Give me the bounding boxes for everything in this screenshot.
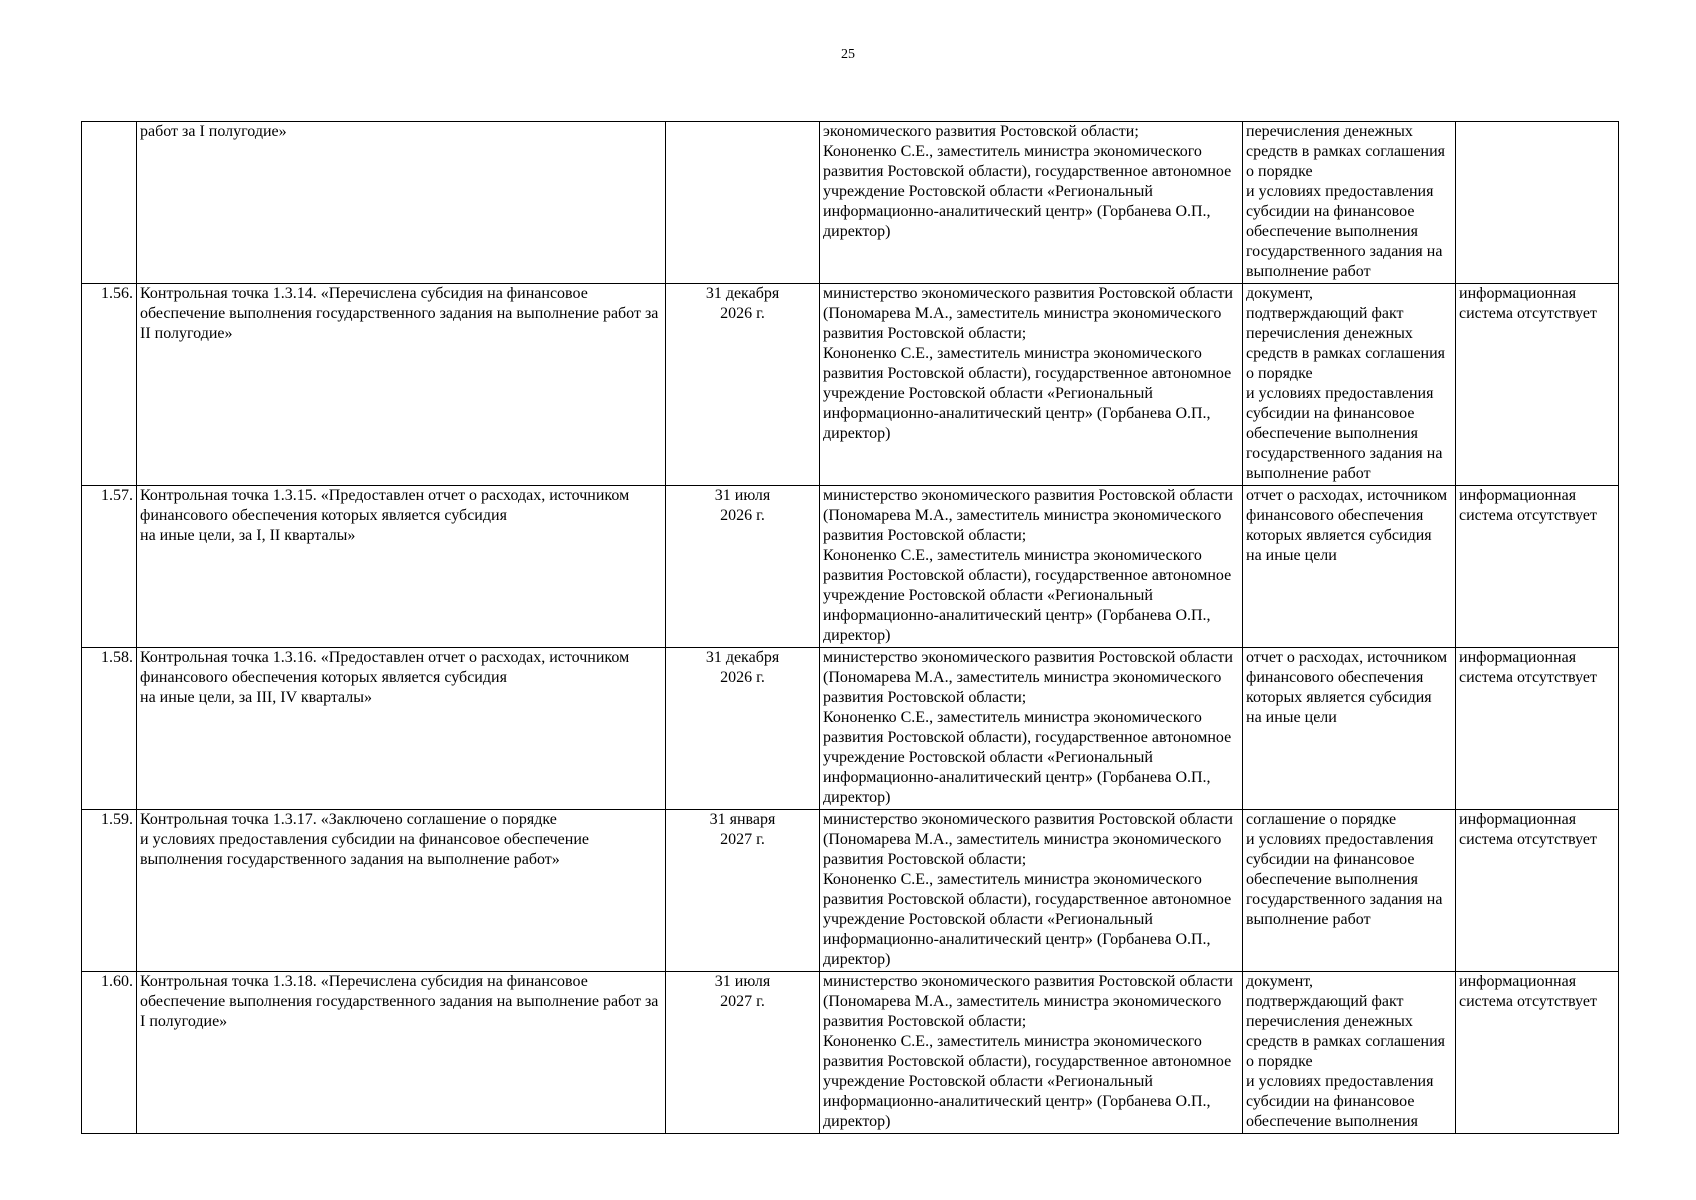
event-cell: Контрольная точка 1.3.16. «Предоставлен отчет о расходах, источником финансового обеспечения которых является субсидия на иные цели, за III, IV кварталы»: [137, 648, 666, 810]
table-row: [82, 648, 1619, 810]
information-system-cell: [1456, 122, 1619, 284]
document-cell: перечисления денежных средств в рамках соглашения о порядке и условиях предоставления субсидии на финансовое обеспечение выполнения государственного задания на выполнение работ: [1243, 122, 1456, 284]
information-system-cell: информационная система отсутствует: [1456, 486, 1619, 648]
deadline-cell: 31 декабря 2026 г.: [666, 648, 820, 810]
deadline-cell: 31 июля 2026 г.: [666, 486, 820, 648]
table-row: [82, 972, 1619, 1134]
event-cell: Контрольная точка 1.3.17. «Заключено соглашение о порядке и условиях предоставления субсидии на финансовое обеспечение выполнения государственного задания на выполнение работ»: [137, 810, 666, 972]
table-row: [82, 122, 1619, 284]
row-number-cell: 1.56.: [82, 284, 137, 486]
deadline-cell: [666, 122, 820, 284]
document-cell: отчет о расходах, источником финансового обеспечения которых является субсидия на иные цели: [1243, 648, 1456, 810]
page-number: 25: [841, 47, 855, 62]
document-cell: документ, подтверждающий факт перечисления денежных средств в рамках соглашения о порядке и условиях предоставления субсидии на финансовое обеспечение выполнения государственного задания на выполнение работ: [1243, 284, 1456, 486]
information-system-cell: информационная система отсутствует: [1456, 972, 1619, 1134]
row-number-cell: 1.58.: [82, 648, 137, 810]
table-row: [82, 810, 1619, 972]
responsible-cell: экономического развития Ростовской области; Кононенко С.Е., заместитель министра экономического развития Ростовской области), государственное автономное учреждение Ростовской области «Региональный информационно-аналитический центр» (Горбанева О.П., директор): [820, 122, 1243, 284]
information-system-cell: информационная система отсутствует: [1456, 648, 1619, 810]
row-number-cell: 1.57.: [82, 486, 137, 648]
document-cell: отчет о расходах, источником финансового обеспечения которых является субсидия на иные цели: [1243, 486, 1456, 648]
deadline-cell: 31 декабря 2026 г.: [666, 284, 820, 486]
responsible-cell: министерство экономического развития Ростовской области (Пономарева М.А., заместитель министра экономического развития Ростовской области; Кононенко С.Е., заместитель министра экономического развития Ростовской области), государственное автономное учреждение Ростовской области «Региональный информационно-аналитический центр» (Горбанева О.П., директор): [820, 648, 1243, 810]
document-cell: документ, подтверждающий факт перечисления денежных средств в рамках соглашения о порядке и условиях предоставления субсидии на финансовое обеспечение выполнения: [1243, 972, 1456, 1134]
responsible-cell: министерство экономического развития Ростовской области (Пономарева М.А., заместитель министра экономического развития Ростовской области; Кононенко С.Е., заместитель министра экономического развития Ростовской области), государственное автономное учреждение Ростовской области «Региональный информационно-аналитический центр» (Горбанева О.П., директор): [820, 972, 1243, 1134]
row-number-cell: [82, 122, 137, 284]
document-cell: соглашение о порядке и условиях предоставления субсидии на финансовое обеспечение выполнения государственного задания на выполнение работ: [1243, 810, 1456, 972]
event-cell: Контрольная точка 1.3.18. «Перечислена субсидия на финансовое обеспечение выполнения государственного задания на выполнение работ за I полугодие»: [137, 972, 666, 1134]
information-system-cell: информационная система отсутствует: [1456, 284, 1619, 486]
event-cell: Контрольная точка 1.3.15. «Предоставлен отчет о расходах, источником финансового обеспечения которых является субсидия на иные цели, за I, II кварталы»: [137, 486, 666, 648]
table-row: [82, 284, 1619, 486]
implementation-plan-table: [81, 121, 1619, 1134]
row-number-cell: 1.59.: [82, 810, 137, 972]
event-cell: Контрольная точка 1.3.14. «Перечислена субсидия на финансовое обеспечение выполнения государственного задания на выполнение работ за II полугодие»: [137, 284, 666, 486]
responsible-cell: министерство экономического развития Ростовской области (Пономарева М.А., заместитель министра экономического развития Ростовской области; Кононенко С.Е., заместитель министра экономического развития Ростовской области), государственное автономное учреждение Ростовской области «Региональный информационно-аналитический центр» (Горбанева О.П., директор): [820, 810, 1243, 972]
responsible-cell: министерство экономического развития Ростовской области (Пономарева М.А., заместитель министра экономического развития Ростовской области; Кононенко С.Е., заместитель министра экономического развития Ростовской области), государственное автономное учреждение Ростовской области «Региональный информационно-аналитический центр» (Горбанева О.П., директор): [820, 486, 1243, 648]
table-row: [82, 486, 1619, 648]
row-number-cell: 1.60.: [82, 972, 137, 1134]
deadline-cell: 31 января 2027 г.: [666, 810, 820, 972]
responsible-cell: министерство экономического развития Ростовской области (Пономарева М.А., заместитель министра экономического развития Ростовской области; Кононенко С.Е., заместитель министра экономического развития Ростовской области), государственное автономное учреждение Ростовской области «Региональный информационно-аналитический центр» (Горбанева О.П., директор): [820, 284, 1243, 486]
deadline-cell: 31 июля 2027 г.: [666, 972, 820, 1134]
event-cell: работ за I полугодие»: [137, 122, 666, 284]
information-system-cell: информационная система отсутствует: [1456, 810, 1619, 972]
